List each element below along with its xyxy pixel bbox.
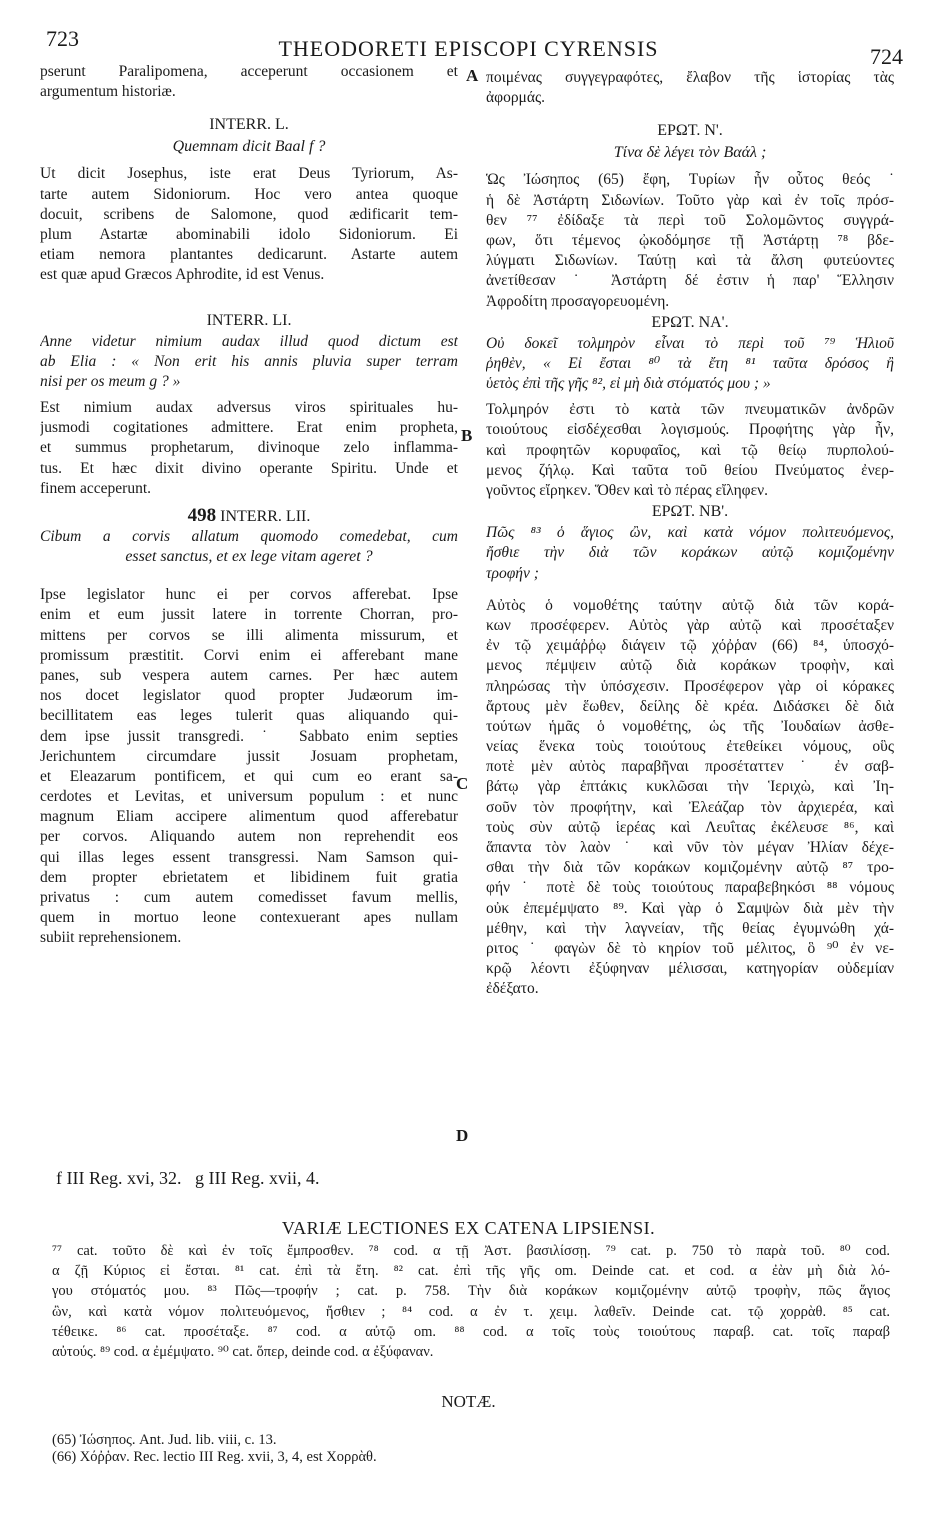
text-line: becillitatem eas leges tulerit quas aliquando qui-	[40, 707, 458, 725]
question-line: ἤσθιε τὴν διὰ τῶν κοράκων αὐτῷ κομιζομένην	[486, 544, 894, 562]
question-line: Cibum a corvis allatum quomodo comedebat, cum	[40, 528, 458, 545]
text-line: qui illas leges essent transgressi. Nam Samson qui-	[40, 848, 458, 866]
text-line: ἐδέξατο.	[486, 980, 539, 998]
text-line: Ut dicit Josephus, iste erat Deus Tyriorum, As-	[40, 165, 458, 183]
text-line: dem ipse jussit transgredi. ˙ Sabbato enim septies	[40, 727, 458, 745]
text-line: ἀφορμάς.	[486, 89, 545, 107]
text-line: enim et eum jussit latere in torrente Chorran, pro-	[40, 606, 458, 624]
question-line: ab Elia : « Non erit his annis pluvia super terram	[40, 352, 458, 370]
text-line: κρῷ λέοντι ἐξύφηναν μέλισσαι, κατηγορίαν οὐδεμίαν	[486, 960, 894, 978]
text-line: βάτῳ γὰρ ἑπτάκις κυκλῶσαι τὴν Ἱεριχὼ, καὶ Ἰη-	[486, 778, 894, 796]
text-line: magnum Eliam accipere alimentum quod afferebatur	[40, 808, 458, 826]
margin-letter-b: B	[461, 426, 473, 445]
text-line: ἅπαντα τὸν λαὸν ˙ καὶ νῦν τὸν μέγαν Ἠλίαν δέχε-	[486, 839, 894, 856]
text-line: μενος ζήλῳ. Καὶ ταῦτα τοῦ θείου Πνεύματος ἐνερ-	[486, 461, 894, 479]
notae-title: NOTÆ.	[441, 1392, 496, 1411]
edition-page-number: 498	[187, 505, 217, 526]
scripture-footnotes: f III Reg. xvi, 32. g III Reg. xvii, 4.	[56, 1168, 320, 1188]
text-line: καὶ προφητῶν κορυφαῖος, καὶ τῷ θείῳ πυρπολού-	[486, 441, 894, 459]
question-line: Πῶς ⁸³ ὁ ἅγιος ὢν, καὶ κατὰ νόμον πολιτευόμενος,	[486, 524, 894, 542]
notae	[52, 1432, 377, 1466]
question-line: Οὐ δοκεῖ τολμηρὸν εἶναι τὸ περὶ τοῦ ⁷⁹ Ἡλιοῦ	[486, 334, 894, 352]
text-line: τούτων ἡμᾶς ὁ νομοθέτης, ὡς τῆς Ἰουδαίων ἀσθε-	[486, 717, 894, 735]
text-line: per corvos. Aliquando autem non reprehendit eos	[40, 828, 458, 846]
section-title: INTERR. LI.	[206, 311, 292, 329]
variae-title: VARIÆ LECTIONES EX CATENA LIPSIENSI.	[281, 1218, 656, 1238]
text-line: ἐν τῷ χειμάῤῥῳ διάγειν τῷ χόῤῥαν (66) ⁸⁴, ὑποσχό-	[486, 637, 894, 655]
text-line: tus. Et hæc dixit divino operante Spiritu. Unde et	[40, 459, 458, 477]
question-line: ὑετὸς ἐπὶ τῆς γῆς ⁸², εἰ μὴ διὰ στόματός μου ; »	[486, 375, 771, 393]
text-line: θεν ⁷⁷ ἐδίδαξε τὰ περὶ τοῦ Σολομῶντος συγγρά-	[486, 211, 894, 229]
text-line: promissum præstitit. Corvi enim ei afferebant mane	[40, 646, 458, 664]
text-line: τοὺς σὺν αὐτῷ ἱερέας καὶ Λευΐτας ἐκέλευσε ⁸⁶, καὶ	[486, 818, 894, 836]
margin-letter-d: D	[456, 1126, 469, 1145]
question-line: esset sanctus, et ex lege vitam ageret ?	[125, 548, 373, 566]
text-line: Ipse legislator hunc ei per corvos afferebat. Ipse	[40, 586, 458, 604]
greek-column	[486, 68, 894, 1000]
text-line: subiit reprehensionem.	[40, 929, 182, 947]
text-line: φήν ˙ ποτὲ δὲ τοὺς τοιούτους παραβεβηκόσι ⁸⁸ νόμους	[486, 879, 894, 897]
section-title	[40, 505, 458, 527]
variae-lectiones	[52, 1242, 890, 1363]
text-line: Τολμηρόν ἐστι τὸ κατὰ τῶν πνευματικῶν ἀνδρῶν	[486, 401, 894, 419]
question-line: τροφήν ;	[486, 564, 539, 582]
text-line: finem acceperunt.	[40, 479, 152, 497]
text-line: ἀνετίθεσαν ˙ Ἀστάρτη δέ ἐστιν ἡ παρ' Ἕλλησιν	[486, 272, 894, 290]
text-line: πληρώσας τὴν ὑπόσχεσιν. Προσέφερον γὰρ οἱ κόρακες	[486, 677, 894, 695]
variant-line: αὐτούς. ⁸⁹ cod. α ἐμέμψατο. ⁹⁰ cat. ὅπερ, deinde cod. α ἐξύφαναν.	[52, 1343, 434, 1360]
text-line: Est nimium audax adversus viros spirituales hu-	[40, 399, 458, 417]
margin-letter-a: A	[466, 66, 479, 85]
text-line: Ὡς Ἰώσηπος (65) ἔφη, Τυρίων ἦν οὗτος θεός ˙	[486, 171, 894, 189]
text-line: docuit, scribens de Salomone, quod ædificarit tem-	[40, 205, 458, 223]
text-line: σοῦν τὸν προφήτην, καὶ Ἐλεάζαρ τὸν ἀρχιερέα, καὶ	[486, 798, 894, 816]
text-line: privatus : cum autem comedisset favum mellis,	[40, 889, 458, 906]
question-line: Anne videtur nimium audax illud quod dictum est	[40, 332, 458, 350]
margin-letter-c: C	[456, 774, 469, 793]
running-title: THEODORETI EPISCOPI CYRENSIS	[278, 36, 659, 61]
text-line: ριτος ˙ φαγὼν δὲ τὸ κηρίον τοῦ μέλιτος, ὃ ⁹⁰ ἐν νε-	[486, 939, 894, 957]
text-line: cerdotes et Levitas, et universum populum : et nunc	[40, 788, 458, 806]
section-title-text: INTERR. LII.	[220, 508, 311, 525]
section-title: INTERR. L.	[209, 116, 289, 134]
text-line: ἄρτους μὲν ἕωθεν, δείλης δὲ κρέα. Διδάσκει δὲ διὰ	[486, 697, 894, 715]
text-line: tarte autem Sidoniorum. Hoc vero antea quoque	[40, 185, 458, 203]
text-line: et Eleazarum pontificem, et qui cum eo erant sa-	[40, 767, 458, 785]
text-line: ποτὲ μὲν αὐτὸς παραβῆναι προσέταττεν ˙ ἐν σαβ-	[486, 758, 894, 776]
text-line: plum Astartæ abominabili idolo Sidoniorum. Ei	[40, 225, 458, 243]
text-line: Jerichuntem circumdare jussit Josuam prophetam,	[40, 747, 458, 765]
text-line: ἡ δὲ Ἀστάρτη Σιδωνίων. Τοῦτο γὰρ καὶ ἐν τοῖς πρόσ-	[486, 191, 894, 209]
variant-line: τέθεικε. ⁸⁶ cat. προσέταξε. ⁸⁷ cod. α αὐτῷ om. ⁸⁸ cod. α τοῖς τοὺς τοιούτους παραβ. cat. τοῖς παραβ	[52, 1323, 890, 1340]
note-line: (65) Ἰώσηπος. Ant. Jud. lib. viii, c. 13.	[52, 1432, 277, 1448]
text-line: dem propter ebrietatem et libidinem fuit gratia	[40, 868, 458, 886]
text-line: quem in mortuo leone contexuerant apes nullam	[40, 909, 458, 927]
text-line: argumentum historiæ.	[40, 83, 176, 101]
variant-line: ὢν, καὶ κατὰ νόμον πολιτευόμενος, ἤσθιεν ; ⁸⁴ cod. α ἐν τ. χειμ. λαθεῖν. Deinde cat. τῷ χορρὰθ. ⁸⁵ cat.	[52, 1303, 890, 1320]
text-line: panes, sub vespera autem carnes. Per hæc autem	[40, 666, 458, 684]
text-line: λύγματι Σιδωνίων. Ταύτῃ καὶ τὰ ἄλση φυτεύοντες	[486, 252, 894, 270]
text-line: νείας ἕνεκα τοὺς τοιούτους ἐτεθείκει νόμους, οὓς	[486, 738, 894, 756]
section-title: ΕΡΩΤ. ΝΑ'.	[651, 313, 729, 331]
text-line: σθαι τὴν διὰ τῶν κοράκων κομιζομένην αὐτῷ ⁸⁷ τρο-	[486, 859, 894, 877]
note-line: (66) Χόῤῥαν. Rec. lectio III Reg. xvii, 3, 4, est Χορρὰθ.	[52, 1449, 377, 1465]
text-line: μενος πέμψειν αὐτῷ διὰ κοράκων τροφὴν, καὶ	[486, 657, 894, 675]
text-line: jusmodi cogitationes admittere. Erat enim propheta,	[40, 419, 458, 437]
text-line: φων, ὅτι τέμενος ᾠκοδόμησε τῇ Ἀστάρτῃ ⁷⁸ βδε-	[486, 231, 894, 249]
text-line: Αὐτὸς ὁ νομοθέτης ταύτην αὐτῷ διὰ τῶν κορά-	[486, 596, 894, 614]
text-line: mittens per corvos se illi alimenta missurum, et	[40, 626, 458, 644]
text-line: et summus prophetarum, divinoque zelo inflamma-	[40, 439, 458, 457]
text-line: etiam nemora plantantes dedicarunt. Astarte autem	[40, 246, 458, 264]
question: Quemnam dicit Baal f ?	[172, 138, 326, 156]
text-line: οὐκ ἐπεμέμψατο ⁸⁹. Καὶ γὰρ ὁ Σαμψὼν διὰ μὲν τὴν	[486, 899, 894, 917]
text-line: nos docet legislator quod propter Judæorum im-	[40, 687, 458, 705]
section-title: ΕΡΩΤ. ΝΒ'.	[651, 503, 729, 521]
text-line: Ἀφροδίτη προσαγορευομένη.	[486, 292, 670, 310]
text-line: pserunt Paralipomena, acceperunt occasionem et	[40, 63, 458, 80]
page-number-right: 724	[870, 44, 903, 69]
question-line: nisi per os meum g ? »	[40, 372, 181, 390]
text-line: ποιμένας συγγεγραφότες, ἔλαβον τῆς ἱστορίας τὰς	[486, 69, 894, 86]
text-line: μέθην, καὶ τὴν λαγνείαν, τῆς θείας ἐγυμνώθη χά-	[486, 919, 894, 937]
text-line: est quæ apud Græcos Aphrodite, id est Venus.	[40, 266, 325, 284]
question-line: ῥηθὲν, « Εἰ ἔσται ⁸⁰ τὰ ἔτη ⁸¹ ταῦτα δρόσος ἢ	[486, 354, 894, 372]
variant-line: α ζῇ Κύριος εἰ ἔσται. ⁸¹ cat. ἐπὶ τὰ ἔτη. ⁸² cat. ἐπὶ τῆς γῆς om. Deinde cat. et cod. α ἐὰν μὴ διὰ λό-	[52, 1263, 890, 1280]
page-number-left: 723	[46, 26, 79, 51]
text-line: γοῦντος εἴρηκεν. Ὅθεν καὶ τὸ πέρας εἴληφεν.	[486, 482, 769, 499]
variant-line: ⁷⁷ cat. τοῦτο δὲ καὶ ἐν τοῖς ἔμπροσθεν. ⁷⁸ cod. α τῇ Ἀστ. βασιλίσσῃ. ⁷⁹ cat. p. 750 τὸ παρὰ τοῦ. ⁸⁰ cod.	[52, 1243, 890, 1259]
section-title: ΕΡΩΤ. Ν'.	[657, 122, 723, 140]
text-line: τοιούτους εἰσδέχεσθαι λογισμούς. Προφήτης γὰρ ἦν,	[486, 421, 894, 439]
text-line: κων προσέφερεν. Αὐτὸς γὰρ αὐτῷ καὶ προσέταξεν	[486, 616, 894, 634]
latin-column	[40, 62, 458, 949]
variant-line: γου στόματός μου. ⁸³ Πῶς—τροφήν ; cat. p. 758. Τὴν διὰ κοράκων κομιζομένην αὐτῷ τροφὴν, πῶς ἅγιος	[52, 1283, 890, 1300]
question: Τίνα δὲ λέγει τὸν Βαάλ ;	[613, 144, 767, 162]
